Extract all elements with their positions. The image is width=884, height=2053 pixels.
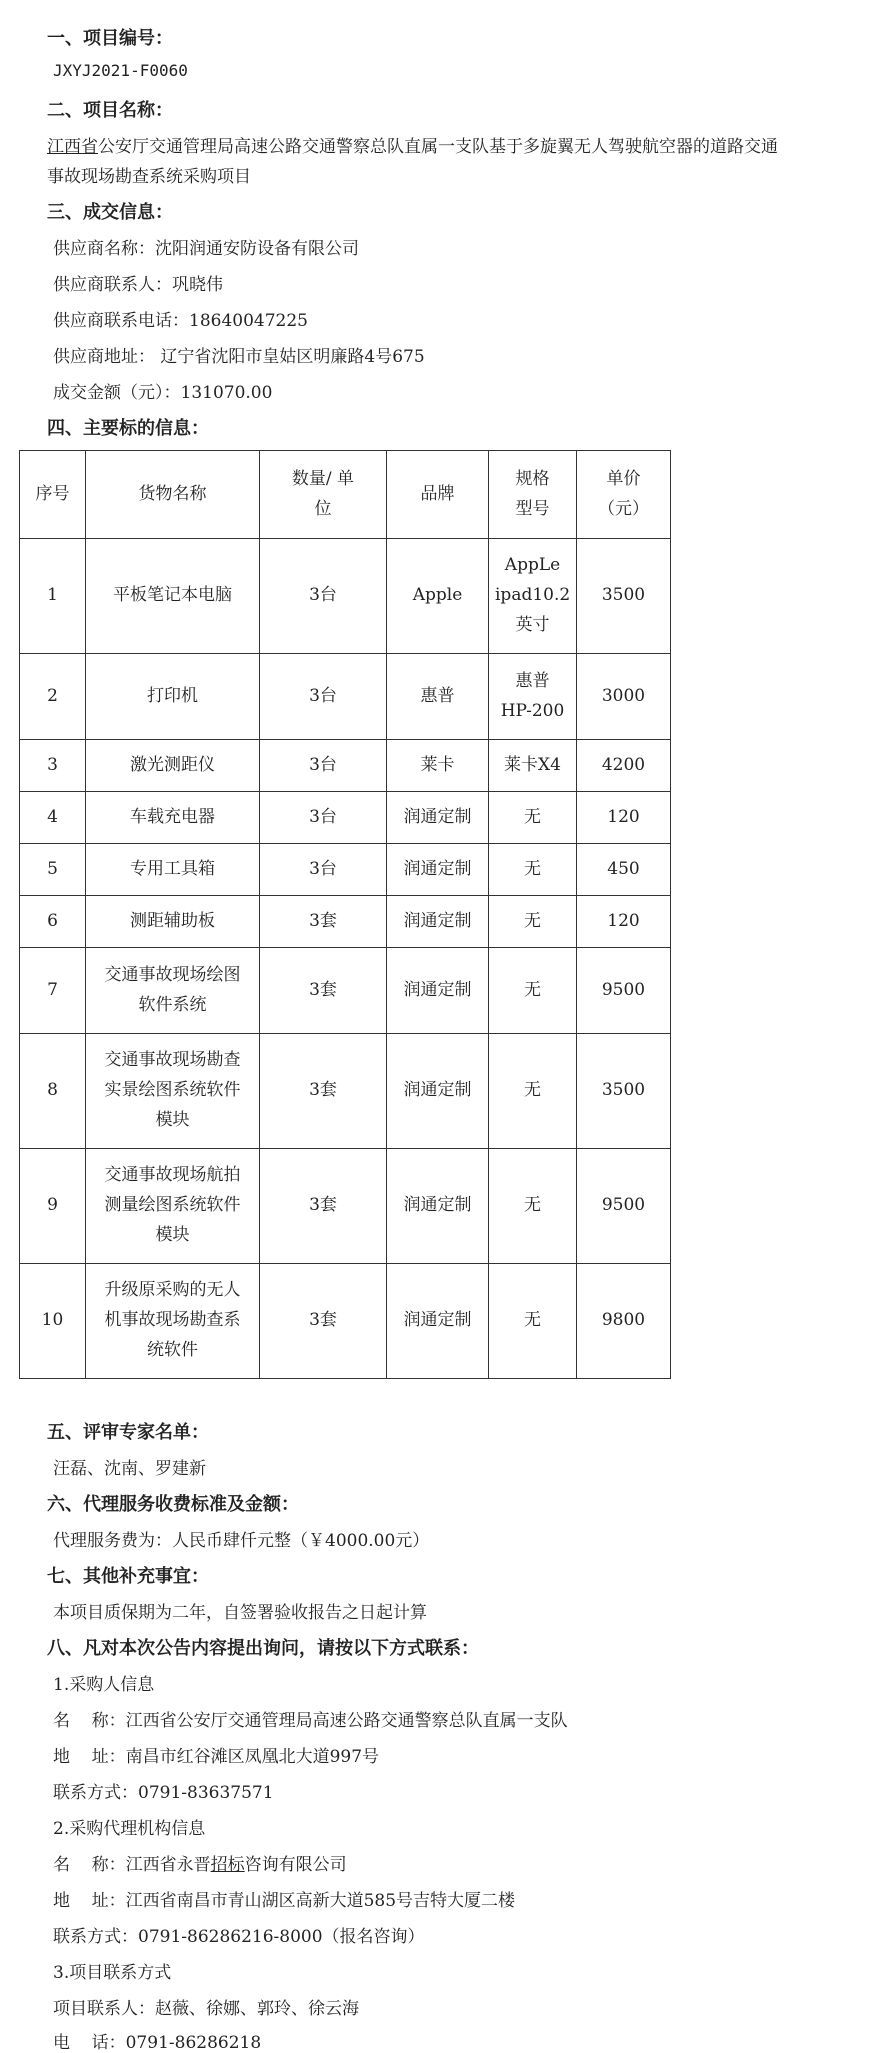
- cell-price: 3500: [577, 539, 671, 654]
- cell-price: 9800: [577, 1264, 671, 1379]
- table-row: [20, 654, 671, 740]
- goods-table: [19, 450, 671, 1379]
- cell-price: 120: [577, 792, 671, 844]
- table-row: [20, 948, 671, 1034]
- cell-spec-line: HP-200: [500, 700, 565, 721]
- cell-qty: 3台: [260, 740, 387, 792]
- cell-name: [86, 1264, 260, 1379]
- cell-spec: [489, 740, 577, 792]
- agent-phone: 联系方式：0791-86286216-8000（报名咨询）: [53, 1927, 425, 1947]
- cell-spec-line: 无: [524, 1080, 541, 1101]
- cell-name: [86, 792, 260, 844]
- table-row: [20, 896, 671, 948]
- cell-spec-line: 无: [524, 979, 541, 1000]
- header-no: 序号: [20, 451, 86, 539]
- cell-name: [86, 539, 260, 654]
- project-name-line2: 事故现场勘查系统采购项目: [47, 167, 251, 187]
- cell-name: [86, 740, 260, 792]
- project-contact-people: 项目联系人：赵薇、徐娜、郭玲、徐云海: [53, 1999, 359, 2019]
- table-row: [20, 792, 671, 844]
- cell-spec: [489, 948, 577, 1034]
- cell-name-line: 平板笔记本电脑: [113, 585, 232, 606]
- cell-spec: [489, 844, 577, 896]
- cell-name-line: 交通事故现场绘图: [104, 964, 241, 985]
- project-contact-phone: 电 话：0791-86286218: [53, 2033, 262, 2053]
- cell-no: 3: [20, 740, 86, 792]
- cell-spec-line: 英寸: [515, 614, 550, 635]
- section-heading-6: 六、代理服务收费标准及金额：: [47, 1494, 299, 1515]
- cell-no: 6: [20, 896, 86, 948]
- cell-spec-line: 无: [524, 1310, 541, 1331]
- table-header-row: [20, 451, 671, 539]
- cell-name-line: 交通事故现场勘查: [104, 1050, 241, 1071]
- buyer-name: 名 称：江西省公安厅交通管理局高速公路交通警察总队直属一支队: [53, 1711, 568, 1731]
- cell-brand: Apple: [387, 539, 489, 654]
- cell-spec: [489, 654, 577, 740]
- cell-price: 450: [577, 844, 671, 896]
- cell-spec-line: 莱卡X4: [504, 754, 561, 775]
- cell-spec: [489, 792, 577, 844]
- table-row: [20, 844, 671, 896]
- cell-qty: 3套: [260, 1034, 387, 1149]
- section-heading-8: 八、凡对本次公告内容提出询问，请按以下方式联系：: [47, 1638, 479, 1659]
- cell-name-line: 交通事故现场航拍: [104, 1165, 241, 1186]
- cell-qty: 3套: [260, 1149, 387, 1264]
- header-name: 货物名称: [86, 451, 260, 539]
- project-number: JXYJ2021-F0060: [53, 61, 188, 80]
- cell-spec: [489, 1149, 577, 1264]
- supplier-phone: 供应商联系电话：18640047225: [53, 311, 308, 331]
- supplement-text: 本项目质保期为二年，自签署验收报告之日起计算: [53, 1603, 427, 1623]
- cell-qty: 3套: [260, 948, 387, 1034]
- cell-name-line: 机事故现场勘查系: [104, 1310, 241, 1331]
- table-row: [20, 740, 671, 792]
- table-row: [20, 539, 671, 654]
- section-heading-3: 三、成交信息：: [47, 202, 173, 223]
- cell-name-line: 激光测距仪: [130, 754, 215, 775]
- project-contact-title: 3.项目联系方式: [53, 1963, 172, 1983]
- supplier-address: 供应商地址： 辽宁省沈阳市皇姑区明廉路4号675: [53, 347, 425, 367]
- cell-spec: [489, 539, 577, 654]
- cell-spec: [489, 896, 577, 948]
- cell-brand: 润通定制: [387, 792, 489, 844]
- cell-spec: [489, 1264, 577, 1379]
- section-heading-2: 二、项目名称：: [47, 100, 173, 121]
- header-spec: 规格 型号: [489, 451, 577, 539]
- cell-qty: 3套: [260, 1264, 387, 1379]
- section-heading-1: 一、项目编号：: [47, 28, 173, 49]
- cell-name: [86, 896, 260, 948]
- cell-spec-line: 无: [524, 910, 541, 931]
- cell-name-line: 车载充电器: [130, 806, 215, 827]
- cell-price: 3500: [577, 1034, 671, 1149]
- cell-price: 9500: [577, 948, 671, 1034]
- cell-name: [86, 1034, 260, 1149]
- table-row: [20, 1034, 671, 1149]
- cell-name-line: 专用工具箱: [130, 858, 215, 879]
- cell-qty: 3台: [260, 654, 387, 740]
- cell-name: [86, 1149, 260, 1264]
- cell-name-line: 测距辅助板: [130, 910, 215, 931]
- cell-brand: 润通定制: [387, 948, 489, 1034]
- deal-amount: 成交金额（元）：131070.00: [53, 383, 273, 403]
- cell-no: 5: [20, 844, 86, 896]
- cell-name-line: 模块: [155, 1224, 190, 1245]
- cell-brand: 润通定制: [387, 1264, 489, 1379]
- cell-name-line: 实景绘图系统软件: [104, 1080, 241, 1101]
- section-heading-5: 五、评审专家名单：: [47, 1422, 209, 1443]
- cell-no: 2: [20, 654, 86, 740]
- cell-price: 9500: [577, 1149, 671, 1264]
- cell-qty: 3台: [260, 792, 387, 844]
- project-name-rest: 公安厅交通管理局高速公路交通警察总队直属一支队基于多旋翼无人驾驶航空器的道路交通: [98, 137, 778, 157]
- cell-brand: 润通定制: [387, 844, 489, 896]
- cell-name: [86, 948, 260, 1034]
- cell-spec-line: ipad10.2: [495, 585, 571, 606]
- cell-no: 1: [20, 539, 86, 654]
- cell-name-line: 测量绘图系统软件: [104, 1195, 241, 1216]
- agent-title: 2.采购代理机构信息: [53, 1819, 206, 1839]
- cell-no: 4: [20, 792, 86, 844]
- cell-spec-line: 惠普: [515, 670, 550, 691]
- table-row: [20, 1149, 671, 1264]
- supplier-contact: 供应商联系人：巩晓伟: [53, 275, 223, 295]
- cell-qty: 3套: [260, 896, 387, 948]
- agent-name: 名 称：江西省永晋招标咨询有限公司: [53, 1855, 347, 1875]
- cell-name-line: 软件系统: [138, 994, 207, 1015]
- cell-spec-line: 无: [524, 806, 541, 827]
- cell-brand: 莱卡: [387, 740, 489, 792]
- supplier-name: 供应商名称：沈阳润通安防设备有限公司: [53, 239, 359, 259]
- header-brand: 品牌: [387, 451, 489, 539]
- agent-name-underlined: 招标: [210, 1855, 245, 1875]
- agent-address: 地 址：江西省南昌市青山湖区高新大道585号吉特大厦二楼: [53, 1891, 516, 1911]
- cell-name: [86, 844, 260, 896]
- cell-spec-line: 无: [524, 858, 541, 879]
- cell-brand: 润通定制: [387, 1149, 489, 1264]
- cell-spec-line: 无: [524, 1195, 541, 1216]
- cell-name-line: 升级原采购的无人: [104, 1280, 241, 1301]
- section-heading-4: 四、主要标的信息：: [47, 418, 209, 439]
- cell-spec: [489, 1034, 577, 1149]
- experts-list: 汪磊、沈南、罗建新: [53, 1459, 206, 1479]
- agency-fee: 代理服务费为：人民币肆仟元整（￥4000.00元）: [53, 1531, 430, 1551]
- cell-name-line: 统软件: [147, 1339, 198, 1360]
- cell-brand: 惠普: [387, 654, 489, 740]
- cell-brand: 润通定制: [387, 896, 489, 948]
- cell-no: 7: [20, 948, 86, 1034]
- header-price: 单价 （元）: [577, 451, 671, 539]
- section-heading-7: 七、其他补充事宜：: [47, 1566, 209, 1587]
- cell-price: 120: [577, 896, 671, 948]
- buyer-title: 1.采购人信息: [53, 1675, 155, 1695]
- cell-price: 4200: [577, 740, 671, 792]
- cell-qty: 3台: [260, 844, 387, 896]
- cell-brand: 润通定制: [387, 1034, 489, 1149]
- cell-name-line: 打印机: [147, 685, 198, 706]
- table-row: [20, 1264, 671, 1379]
- buyer-phone: 联系方式：0791-83637571: [53, 1783, 274, 1803]
- cell-qty: 3台: [260, 539, 387, 654]
- cell-spec-line: AppLe: [504, 555, 561, 576]
- project-name-underlined: 江西省: [47, 137, 98, 157]
- buyer-address: 地 址：南昌市红谷滩区凤凰北大道997号: [53, 1747, 380, 1767]
- cell-name: [86, 654, 260, 740]
- header-qty: 数量/ 单 位: [260, 451, 387, 539]
- cell-no: 10: [20, 1264, 86, 1379]
- cell-no: 9: [20, 1149, 86, 1264]
- cell-price: 3000: [577, 654, 671, 740]
- cell-no: 8: [20, 1034, 86, 1149]
- project-name-line1: [47, 132, 778, 157]
- cell-name-line: 模块: [155, 1109, 190, 1130]
